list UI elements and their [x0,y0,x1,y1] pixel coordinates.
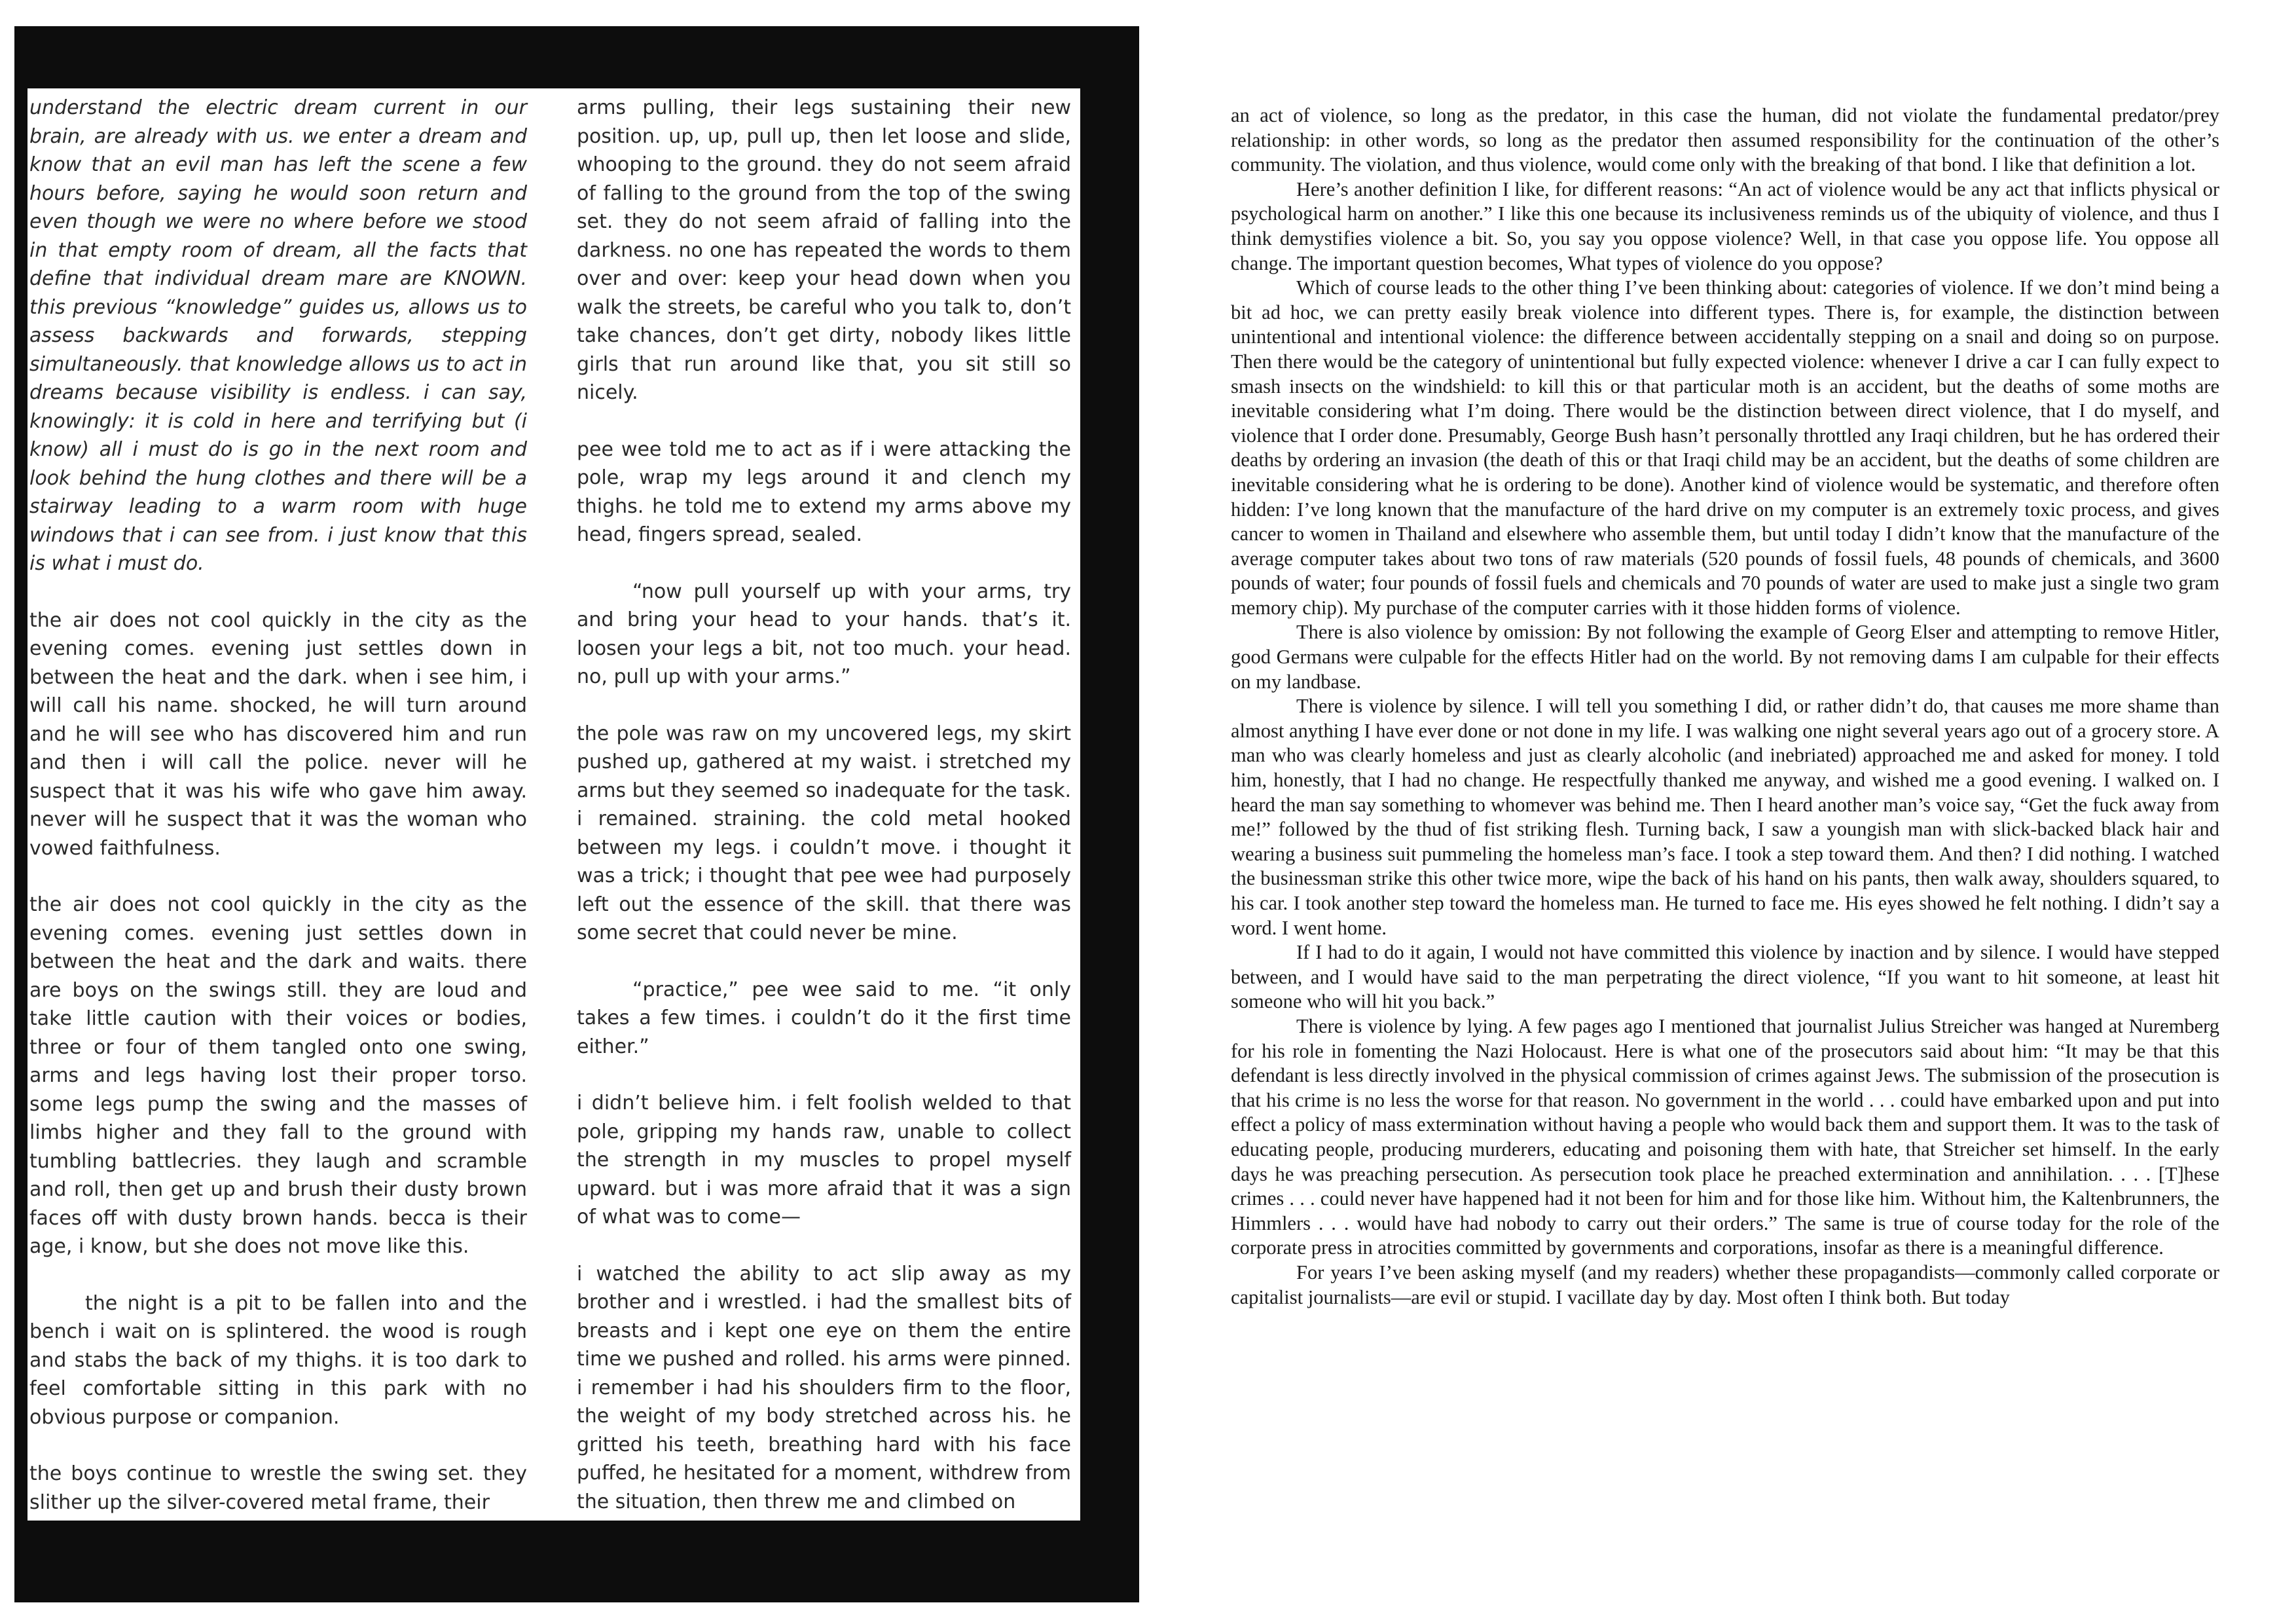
scan-border-left [14,26,27,1602]
paragraph: understand the electric dream current in our brain, are already with us. we enter a dream and know that an evil man has left the scene a few hours before, saying he would soon return and even though we were no where before we stood in that empty room of dream, all the facts that define that individual dream mare are KNOWN. this previous “knowledge” guides us, allows us to assess backwards and forwards, stepping simultaneously. that knowledge allows us to act in dreams because visibility is endless. i can say, knowingly: it is cold in here and terrifying but (i know) all i must do is go in the next room and look behind the hung clothes and there will be a stairway leading to a warm room with huge windows that i can see from. i just know that this is what i must do. [29,96,527,575]
paragraph: the boys continue to wrestle the swing set. they slither up the silver-covered metal frame, their [29,1462,527,1514]
paragraph: Here’s another definition I like, for different reasons: “An act of violence would be any act that inflicts physical or psychological harm on another.” I like this one because its inclusiveness reminds us of the ubiquity of violence, and thus I think demystifies violence a bit. So, you say you oppose violence? Well, in that case you oppose life. You oppose all change. The important question becomes, What types of violence do you oppose? [1231,177,2219,274]
left-page-text-area [29,88,1080,1521]
paragraph: “practice,” pee wee said to me. “it only takes a few times. i couldn’t do it the first time either.” [577,978,1071,1058]
paragraph: “now pull yourself up with your arms, try and bring your head to your hands. that’s it. loosen your legs a bit, not too much. your head. no, pull up with your arms.” [577,580,1071,688]
scan-border-bottom [14,1521,1139,1602]
paragraph: the pole was raw on my uncovered legs, my skirt pushed up, gathered at my waist. i stretched my arms but they seemed so inadequate for the task. i remained. straining. the cold metal hooked between my legs. i couldn’t move. i thought it was a trick; i thought that pee wee had purposely left out the essence of the skill. that there was some secret that could never be mine. [577,722,1071,944]
paragraph: pee wee told me to act as if i were attacking the pole, wrap my legs around it and clench my thighs. he told me to extend my arms above my head, fingers spread, sealed. [577,437,1071,546]
paragraph: There is violence by silence. I will tell you something I did, or rather didn’t do, that causes me more shame than almost anything I have ever done or not done in my life. I was walking one night several years ago out of a grocery store. A man who was clearly homeless and just as clearly alcoholic (and inebriated) approached me and asked for money. I told him, honestly, that I had no change. He respectfully thanked me anyway, and wished me a good evening. I walked on. I heard the man say something to whomever was behind me. Then I heard another man’s voice say, “Get the fuck away from me!” followed by the thud of fist striking flesh. Turning back, I saw a youngish man with slick-backed black hair and wearing a business suit pummeling the homeless man’s face. I took a step toward them. And then? I did nothing. I watched the businessman strike this other twice more, wipe the back of his hand on his pants, then walk away, shoulders squared, to his car. I took another step toward the homeless man. He turned to face me. His eyes showed he felt nothing. I didn’t say a word. I went home. [1231,695,2219,939]
right-printed-page [1218,0,2296,1624]
paragraph: an act of violence, so long as the predator, in this case the human, did not violate the fundamental predator/prey relationship: in other words, so long as the predator then assumed responsibility for the continuation of the other’s community. The violation, and thus violence, would come only with the breaking of that bond. I like that definition a lot. [1231,104,2219,176]
paragraph: For years I’ve been asking myself (and my readers) whether these propagandists—commonly called corporate or capitalist journalists—are evil or stupid. I vacillate day by day. Most often I think both. But today [1231,1261,2219,1308]
paragraph: If I had to do it again, I would not have committed this violence by inaction and by silence. I would have stepped between, and I would have said to the man perpetrating the direct violence, “If you want to hit someone, at least hit someone who will hit you back.” [1231,941,2219,1013]
paragraph: There is also violence by omission: By not following the example of Georg Elser and attempting to remove Hitler, good Germans were culpable for the effects Hitler had on the world. By not removing dams I am culpable for their effects on my landbase. [1231,621,2219,693]
paragraph: the night is a pit to be fallen into and the bench i wait on is splintered. the wood is rough and stabs the back of my thighs. it is too dark to feel comfortable sitting in this park with no obvious purpose or companion. [29,1291,527,1429]
paragraph: arms pulling, their legs sustaining their new position. up, up, pull up, then let loose and slide, whooping to the ground. they do not seem afraid of falling to the ground from the top of the swing set. they do not seem afraid of falling into the darkness. no one has repeated the words to them over and over: keep your head down when you walk the streets, be careful who you talk to, don’t take chances, don’t get dirty, nobody likes little girls that run around like that, you sit still so nicely. [577,96,1071,404]
paragraph: the air does not cool quickly in the city as the evening comes. evening just settles down in between the heat and the dark. when i see him, i will call his name. shocked, he will turn around and he will see who has discovered him and run and then i will call the police. never will he suspect that it was his wife who gave him away. never will he suspect that it was the woman who vowed faithfulness. [29,608,527,860]
scan-border-top [14,26,1139,88]
right-column [577,94,1071,1516]
paragraph: the air does not cool quickly in the city as the evening comes. evening just settles down in between the heat and the dark and waits. there are boys on the swings still. they are loud and take little caution with their voices or bodies, three or four of them tangled onto one swing, arms and legs having lost their proper torso. some legs pump the swing and the masses of limbs higher and they fall to the ground with tumbling battlecries. they laugh and scramble and roll, then get up and brush their dusty brown faces off with dusty brown hands. becca is their age, i know, but she does not move like this. [29,893,527,1258]
right-page-body [1231,103,2219,1310]
paragraph: Which of course leads to the other thing I’ve been thinking about: categories of violence. If we don’t mind being a bit ad hoc, we can pretty easily break violence into different types. There is, for example, the distinction between unintentional and intentional violence: the difference between accidentally stepping on a snail and doing so on purpose. Then there would be the category of unintentional but fully expected violence: whenever I drive a car I can fully expect to smash insects on the windshield: to kill this or that particular moth is an accident, but the deaths of some moths are inevitable considering what I’m doing. There would be the distinction between direct violence, that I do myself, and violence that I order done. Presumably, George Bush hasn’t personally throttled any Iraqi children, but he has ordered their deaths by ordering an invasion (the death of this or that Iraqi child may be an accident, but the deaths of some children are inevitable considering what he is ordering to be done). Another kind of violence would be systematic, and therefore often hidden: I’ve long known that the manufacture of the hard drive on my computer is an extremely toxic process, and gives cancer to women in Thailand and elsewhere who assemble them, but until today I didn’t know that the manufacture of the average computer takes about two tons of raw materials (520 pounds of fossil fuels, 48 pounds of chemicals, and 3600 pounds of water; four pounds of fossil fuels and chemicals and 70 pounds of water are used to make just a single two gram memory chip). My purchase of the computer carries with it those hidden forms of violence. [1231,276,2219,619]
left-column [29,94,527,1517]
scan-border-right [1080,26,1139,1555]
paragraph: i watched the ability to act slip away as my brother and i wrestled. i had the smallest bits of breasts and i kept one eye on them the entire time we pushed and rolled. his arms were pinned. i remember i had his shoulders firm to the floor, the weight of my body stretched across his. he gritted his teeth, breathing hard with his face puffed, he hesitated for a moment, withdrew from the situation, then threw me and climbed on [577,1262,1071,1513]
paragraph: i didn’t believe him. i felt foolish welded to that pole, gripping my hands raw, unable to collect the strength in my muscles to propel myself upward. but i was more afraid that it was a sign of what was to come— [577,1092,1071,1228]
paragraph: There is violence by lying. A few pages ago I mentioned that journalist Julius Streicher was hanged at Nuremberg for his role in fomenting the Nazi Holocaust. Here is what one of the prosecutors said about him: “It may be that this defendant is less directly involved in the physical commission of crimes against Jews. The submission of the prosecution is that his crime is no less the worse for that reason. No government in the world . . . could have embarked upon and put into effect a policy of mass extermination without having a people who would back them and support them. It was to the task of educating people, producing murderers, educating and poisoning them with hate, that Streicher set himself. In the early days he was preaching persecution. As persecution took place he preached extermination and annihilation. . . . [T]hese crimes . . . could never have happened had it not been for him and for those like him. Without him, the Kaltenbrunners, the Himmlers . . . would have had nobody to carry out their orders.” The same is true of course today for the role of the corporate press in atrocities committed by governments and corporations, insofar as there is a meaningful difference. [1231,1014,2219,1259]
